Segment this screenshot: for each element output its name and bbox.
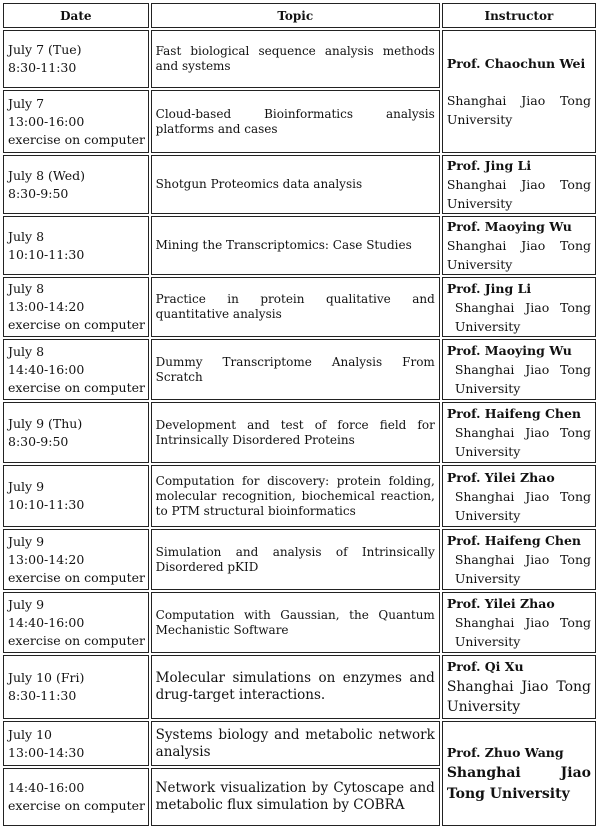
header-row [3,3,596,28]
topic-cell: Development and test of force field for Intrinsically Disordered Proteins [151,402,440,463]
instructor-affiliation: Shanghai Jiao Tong University [454,552,591,586]
instructor-name: Prof. Haifeng Chen [446,533,582,548]
header-instructor: Instructor [442,3,596,28]
instructor-name: Prof. Maoying Wu [446,343,572,358]
table-row [3,529,596,590]
instructor-affiliation: Shanghai Jiao Tong University [446,93,591,127]
time-line: 14:40-16:00 [8,614,85,630]
instructor-cell [442,529,596,590]
date-line: July 7 (Tue) [8,42,82,57]
time-line: 13:00-14:20 [8,551,85,567]
topic-cell: Cloud-based Bioinformatics analysis platforms and cases [151,90,440,153]
instructor-cell [442,721,596,826]
instructor-affiliation: Shanghai Jiao Tong University [446,177,591,211]
topic-cell: Dummy Transcriptome Analysis From Scratch [151,339,440,400]
date-line: July 8 [8,343,45,359]
table-row [3,30,596,88]
table-row [3,155,596,214]
date-cell [3,465,149,527]
table-row [3,592,596,653]
date-line: July 10 (Fri) [8,670,85,685]
instructor-name: Prof. Jing Li [446,280,532,296]
instructor-cell [442,155,596,214]
date-line: July 9 [8,533,45,549]
date-cell [3,339,149,400]
instructor-cell [442,592,596,653]
date-cell [3,721,149,766]
time-line: 10:10-11:30 [8,246,85,262]
time-line: 13:00-16:00 [8,113,85,129]
topic-cell: Computation with Gaussian, the Quantum Mechanistic Software [151,592,440,653]
session-note: exercise on computer [8,798,145,813]
instructor-affiliation: Shanghai Jiao Tong University [446,238,591,272]
date-line: July 9 [8,479,45,494]
session-note: exercise on computer [8,131,145,147]
time-line: 14:40-16:00 [8,361,85,377]
topic-cell: Simulation and analysis of Intrinsically Disordered pKID [151,529,440,590]
instructor-name: Prof. Haifeng Chen [446,406,582,421]
schedule-table [1,1,598,828]
table-row [3,339,596,400]
time-line: 8:30-9:50 [8,433,69,449]
instructor-affiliation: Shanghai Jiao Tong University [446,679,591,715]
instructor-cell [442,30,596,153]
date-line: July 9 (Thu) [8,415,83,431]
table-row [3,465,596,527]
topic-cell: Fast biological sequence analysis methods and systems [151,30,440,88]
table-row [3,277,596,337]
date-cell [3,277,149,337]
date-cell [3,90,149,153]
time-line: 13:00-14:20 [8,299,85,314]
table-row [3,655,596,719]
date-line: July 9 [8,596,45,612]
session-note: exercise on computer [8,632,145,648]
instructor-cell [442,277,596,337]
date-cell [3,216,149,275]
time-line: 13:00-14:30 [8,744,85,760]
session-note: exercise on computer [8,317,145,332]
topic-cell: Shotgun Proteomics data analysis [151,155,440,214]
table-row [3,216,596,275]
instructor-name: Prof. Qi Xu [446,659,524,674]
instructor-cell [442,655,596,719]
time-line: 10:10-11:30 [8,497,85,512]
time-line: 8:30-9:50 [8,185,69,201]
date-cell [3,30,149,88]
date-line: July 8 [8,228,45,244]
instructor-affiliation: Shanghai Jiao Tong University [446,765,591,802]
date-cell [3,655,149,719]
session-note: exercise on computer [8,379,145,395]
instructor-cell [442,216,596,275]
instructor-cell [442,339,596,400]
date-cell [3,155,149,214]
header-topic: Topic [151,3,440,28]
date-cell [3,592,149,653]
instructor-name: Prof. Maoying Wu [446,219,572,234]
instructor-affiliation: Shanghai Jiao Tong University [454,362,591,396]
instructor-affiliation: Shanghai Jiao Tong University [454,488,591,523]
date-cell [3,529,149,590]
session-note: exercise on computer [8,569,145,585]
instructor-name: Prof. Zhuo Wang [446,745,564,760]
topic-cell: Mining the Transcriptomics: Case Studies [151,216,440,275]
instructor-name: Prof. Chaochun Wei [446,56,586,71]
instructor-affiliation: Shanghai Jiao Tong University [454,299,591,334]
topic-cell: Molecular simulations on enzymes and drug-target interactions. [151,655,440,719]
topic-cell: Computation for discovery: protein folding, molecular recognition, biochemical reaction, to PTM structural bioinformatics [151,465,440,527]
topic-cell: Systems biology and metabolic network analysis [151,721,440,766]
date-line: July 8 [8,281,45,296]
time-line: 8:30-11:30 [8,688,77,703]
instructor-affiliation: Shanghai Jiao Tong University [454,615,591,649]
instructor-name: Prof. Yilei Zhao [446,596,555,611]
date-cell [3,768,149,826]
date-cell [3,402,149,463]
instructor-name: Prof. Yilei Zhao [446,469,555,485]
instructor-name: Prof. Jing Li [446,158,532,173]
instructor-affiliation: Shanghai Jiao Tong University [454,425,591,459]
date-line: July 10 [8,726,53,742]
topic-cell: Practice in protein qualitative and quantitative analysis [151,277,440,337]
table-row [3,402,596,463]
time-line: 8:30-11:30 [8,60,77,75]
time-line: 14:40-16:00 [8,780,85,795]
topic-cell: Network visualization by Cytoscape and metabolic flux simulation by COBRA [151,768,440,826]
table-row [3,721,596,766]
date-line: July 7 [8,95,45,111]
instructor-cell [442,465,596,527]
header-date: Date [3,3,149,28]
instructor-cell [442,402,596,463]
date-line: July 8 (Wed) [8,167,86,183]
